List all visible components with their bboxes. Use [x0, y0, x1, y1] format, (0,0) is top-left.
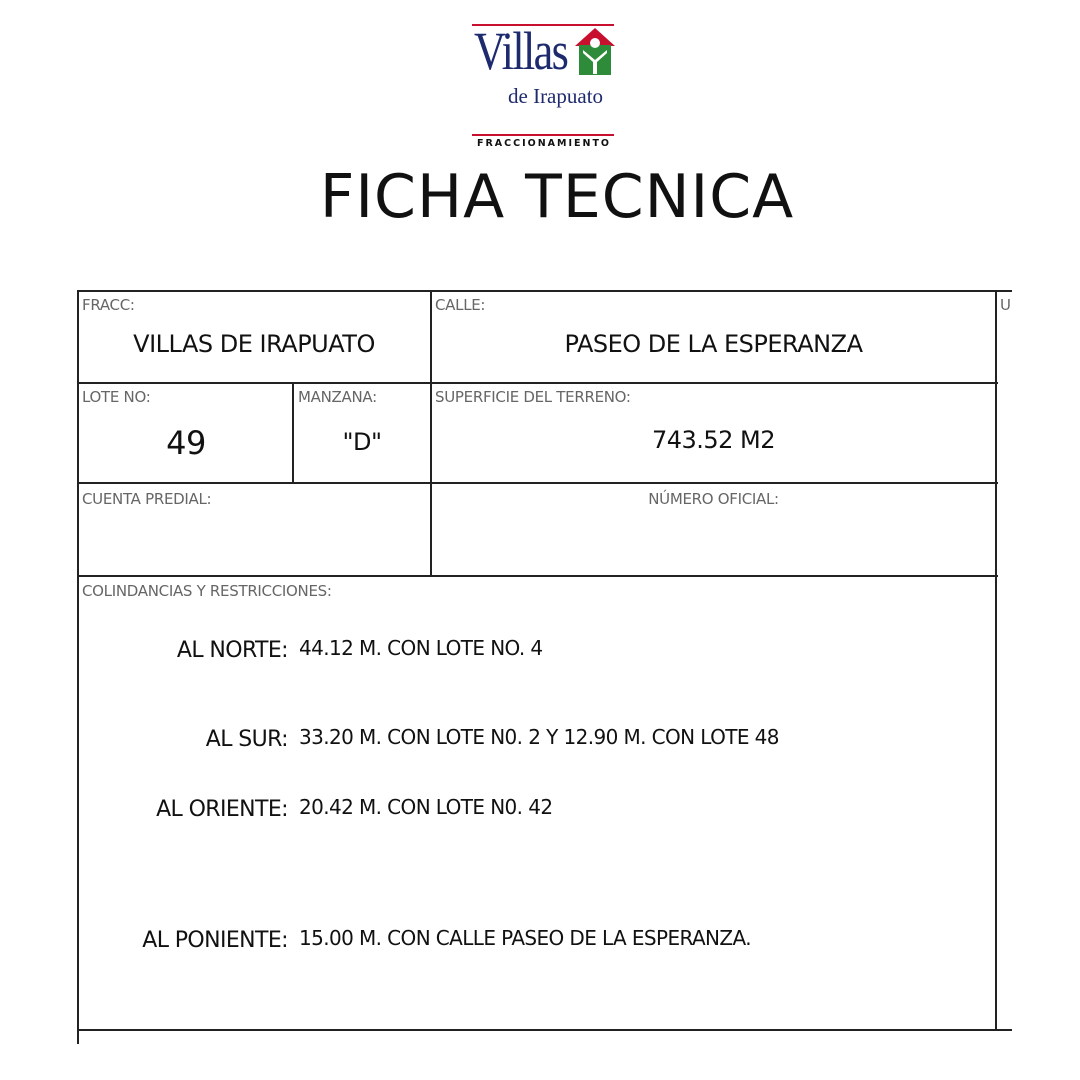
calle-label: CALLE:: [435, 296, 486, 314]
fracc-label: FRACC:: [82, 296, 135, 314]
grid-line-row3: [78, 575, 998, 577]
norte-value: 44.12 M. CON LOTE NO. 4: [299, 636, 543, 660]
fracc-value: VILLAS DE IRAPUATO: [133, 330, 375, 358]
poniente-value: 15.00 M. CON CALLE PASEO DE LA ESPERANZA.: [299, 926, 752, 950]
lote-label: LOTE NO:: [82, 388, 151, 406]
superficie-label: SUPERFICIE DEL TERRENO:: [435, 388, 631, 406]
oriente-value: 20.42 M. CON LOTE N0. 42: [299, 795, 553, 819]
cut-off-label: U: [1000, 296, 1011, 314]
sur-label: AL SUR:: [205, 727, 288, 752]
logo-subtitle: de Irapuato: [508, 84, 604, 108]
logo-tagline: FRACCIONAMIENTO: [477, 138, 611, 149]
poniente-label: AL PONIENTE:: [142, 928, 288, 953]
logo-wordmark: Villas: [474, 21, 568, 81]
calle-value: PASEO DE LA ESPERANZA: [564, 330, 863, 358]
grid-line-row1: [78, 382, 998, 384]
page-title: FICHA TECNICA: [319, 162, 795, 232]
manzana-value: "D": [342, 428, 382, 456]
house-icon: [574, 26, 616, 76]
grid-line-row2: [78, 482, 998, 484]
numero-oficial-label: NÚMERO OFICIAL:: [648, 490, 779, 508]
sur-value: 33.20 M. CON LOTE N0. 2 Y 12.90 M. CON LOTE 48: [299, 725, 779, 749]
grid-line-top: [78, 290, 1012, 292]
logo-bottom-rule: [472, 134, 614, 136]
manzana-label: MANZANA:: [298, 388, 377, 406]
oriente-label: AL ORIENTE:: [156, 797, 288, 822]
cuenta-predial-label: CUENTA PREDIAL:: [82, 490, 212, 508]
lote-value: 49: [166, 424, 206, 462]
logo: [470, 21, 618, 149]
colindancias-label: COLINDANCIAS Y RESTRICCIONES:: [82, 582, 332, 600]
grid-line-right: [995, 290, 997, 1031]
grid-line-bottom: [78, 1029, 1012, 1031]
norte-label: AL NORTE:: [176, 638, 288, 663]
superficie-value: 743.52 M2: [651, 426, 776, 454]
